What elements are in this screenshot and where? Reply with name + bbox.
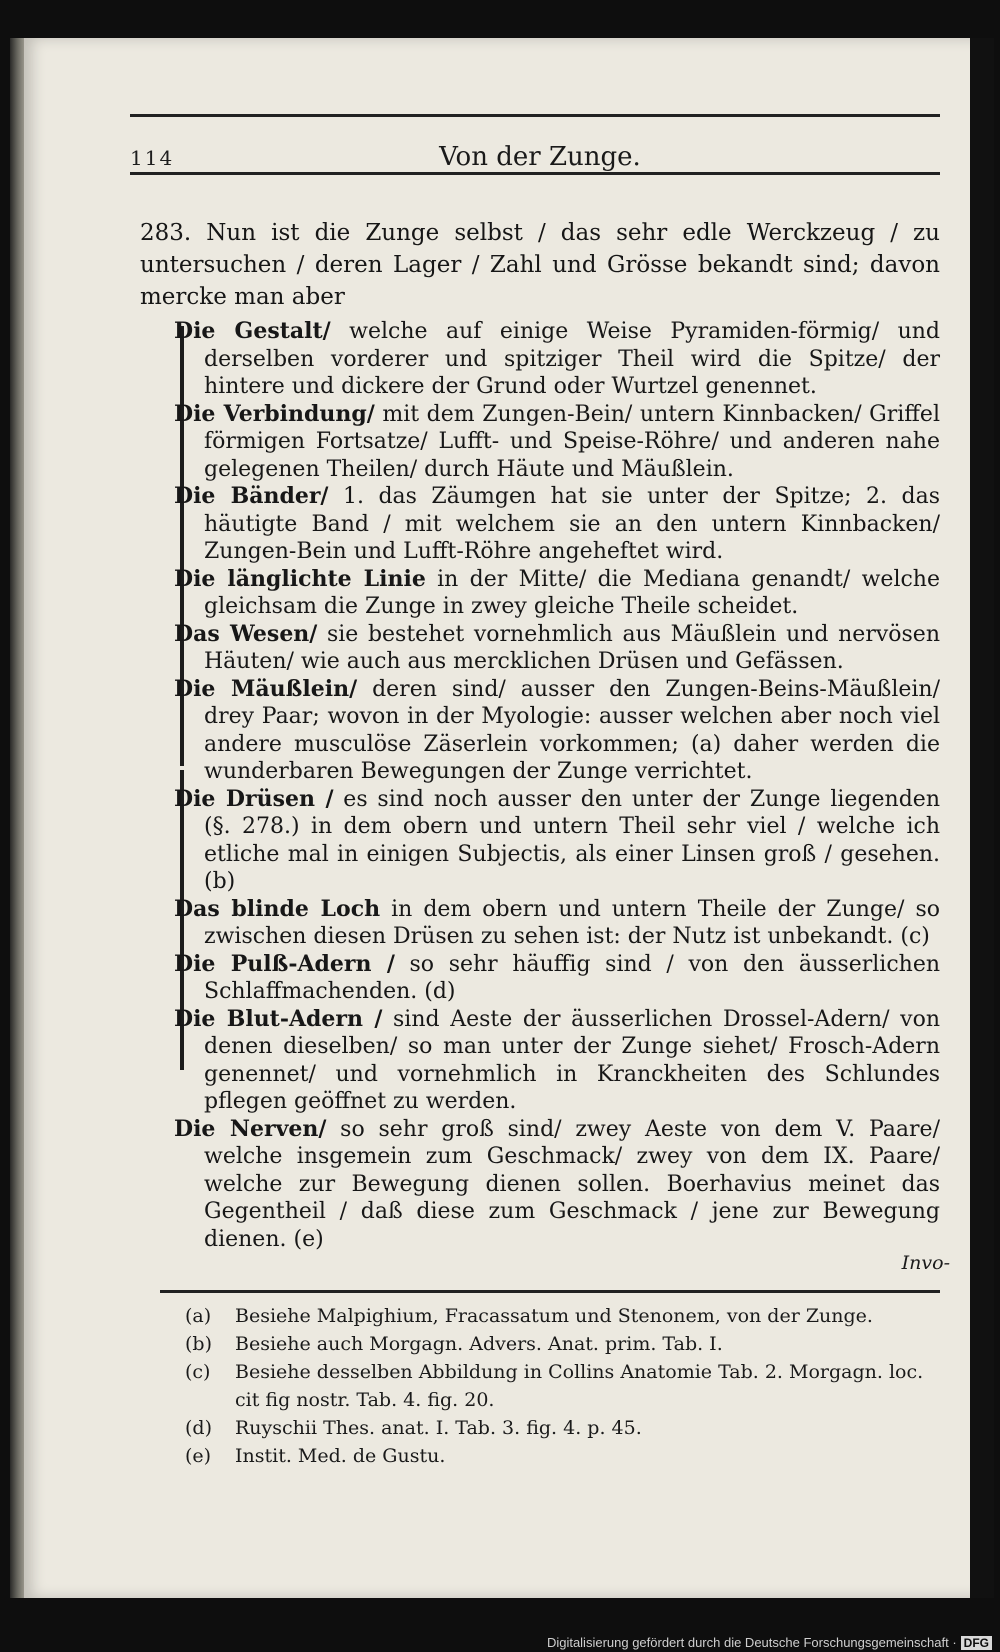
entry-term: Die Drüsen / xyxy=(174,785,334,812)
entry-text: in dem obern und untern Theile der Zunge/ so zwischen diesen Drüsen zu sehen ist: der Nutz ist unbekandt. (c) xyxy=(204,896,940,949)
entry-list xyxy=(170,318,940,1253)
entry-text: sind Aeste der äusserlichen Drossel-Adern/ von denen dieselben/ so man unter der Zunge siehet/ Frosch-Adern genennet/ und vornehmlich in Kranckheiten des Schlundes pflegen geöffnet zu werden. xyxy=(204,1006,940,1114)
footnote-rule xyxy=(160,1290,940,1293)
footnote xyxy=(185,1302,945,1330)
digitization-credit xyxy=(547,1635,992,1650)
entry-text: so sehr häuffig sind / von den äusserlichen Schlaffmachenden. (d) xyxy=(204,951,941,1004)
entry-wesen xyxy=(170,621,940,676)
entry-maeusslein xyxy=(170,676,940,786)
header-rule-top xyxy=(130,114,940,117)
entry-blut-adern xyxy=(170,1006,940,1116)
entry-term: Die Nerven/ xyxy=(174,1115,327,1142)
entry-term: Das Wesen/ xyxy=(174,620,318,647)
footnote-mark: (b) xyxy=(185,1333,212,1355)
footnotes xyxy=(185,1302,945,1470)
footnote xyxy=(185,1442,945,1470)
entry-text: mit dem Zungen-Bein/ untern Kinnbacken/ Griffel förmigen Fortsatze/ Lufft- und Speise-Röhre/ und anderen nahe gelegenen Theilen/ durch Häute und Mäußlein. xyxy=(204,401,940,482)
footnote xyxy=(185,1330,945,1358)
footnote-text: Besiehe desselben Abbildung in Collins Anatomie Tab. 2. Morgagn. loc. cit fig nostr. Tab. 4. fig. 20. xyxy=(235,1361,924,1411)
entry-text: deren sind/ ausser den Zungen-Beins-Mäußlein/ drey Paar; wovon in der Myologie: ausser welchen aber noch viel andere musculöse Zäserlein vorkommen; (a) daher werden die wunderbaren Bewegungen der Zunge verrichtet. xyxy=(204,676,941,784)
footnote xyxy=(185,1414,945,1442)
header-rule-bottom xyxy=(130,172,940,175)
entry-term: Die Verbindung/ xyxy=(174,400,375,427)
entry-text: sie bestehet vornehmlich aus Mäußlein und nervösen Häuten/ wie auch aus mercklichen Drüsen und Gefässen. xyxy=(204,621,940,674)
entry-blinde-loch xyxy=(170,896,940,951)
entry-linie xyxy=(170,566,940,621)
entry-puls-adern xyxy=(170,951,940,1006)
entry-text: so sehr groß sind/ zwey Aeste von dem V. Paare/ welche insgemein zum Geschmack/ zwey von dem IX. Paare/ welche zur Bewegung dienen sollen. Boerhavius meinet das Gegentheil / daß diese zum Geschmack / jene zur Bewegung dienen. (e) xyxy=(204,1116,940,1252)
page-number: 114 xyxy=(130,146,175,170)
entry-text: es sind noch ausser den unter der Zunge liegenden (§. 278.) in dem obern und untern Theil sehr viel / welche ich etliche mal in einigen Subjectis, als einer Linsen groß / gesehen. (b) xyxy=(204,786,940,894)
running-head: Von der Zunge. xyxy=(439,142,641,172)
footnote-mark: (d) xyxy=(185,1417,212,1439)
footnote-mark: (c) xyxy=(185,1361,211,1383)
footnote-mark: (e) xyxy=(185,1445,212,1467)
entry-term: Die länglichte Linie xyxy=(174,565,426,592)
catchword: Invo- xyxy=(901,1252,950,1274)
entry-term: Das blinde Loch xyxy=(174,895,381,922)
footnote xyxy=(185,1358,945,1414)
entry-term: Die Gestalt/ xyxy=(174,318,331,344)
page-right-shadow xyxy=(970,38,994,1598)
footnote-text: Besiehe Malpighium, Fracassatum und Stenonem, von der Zunge. xyxy=(235,1305,873,1327)
intro-paragraph: 283. Nun ist die Zunge selbst / das sehr edle Werckzeug / zu untersuchen / deren Lager / Zahl und Grösse bekandt sind; davon mercke man aber xyxy=(140,220,940,310)
dfg-logo: DFG xyxy=(961,1636,992,1650)
footnote-text: Besiehe auch Morgagn. Advers. Anat. prim. Tab. I. xyxy=(235,1333,723,1355)
entry-verbindung xyxy=(170,401,940,484)
entry-term: Die Bänder/ xyxy=(174,483,329,509)
digitization-credit-text: Digitalisierung gefördert durch die Deutsche Forschungsgemeinschaft · xyxy=(546,1635,957,1650)
entry-term: Die Pulß-Adern / xyxy=(174,950,395,977)
footnote-mark: (a) xyxy=(185,1305,212,1327)
footnote-text: Instit. Med. de Gustu. xyxy=(235,1445,446,1467)
entry-text: 1. das Zäumgen hat sie unter der Spitze; 2. das häutigte Band / mit welchem sie an den untern Kinnbacken/ Zungen-Bein und Lufft-Röhre angeheftet wird. xyxy=(204,484,940,564)
entry-baender xyxy=(170,483,940,566)
footnote-text: Ruyschii Thes. anat. I. Tab. 3. fig. 4. p. 45. xyxy=(235,1417,642,1439)
entry-term: Die Mäußlein/ xyxy=(174,675,358,702)
entry-text: welche auf einige Weise Pyramiden-förmig/ und derselben vorderer und spitziger Theil wird die Spitze/ der hintere und dickere der Grund oder Wurtzel genennet. xyxy=(204,319,941,399)
entry-text: in der Mitte/ die Mediana genandt/ welche gleichsam die Zunge in zwey gleiche Theile scheidet. xyxy=(204,566,940,619)
entry-nerven xyxy=(170,1116,940,1254)
entry-gestalt xyxy=(170,318,940,401)
entry-druesen xyxy=(170,786,940,896)
entry-term: Die Blut-Adern / xyxy=(174,1005,383,1032)
